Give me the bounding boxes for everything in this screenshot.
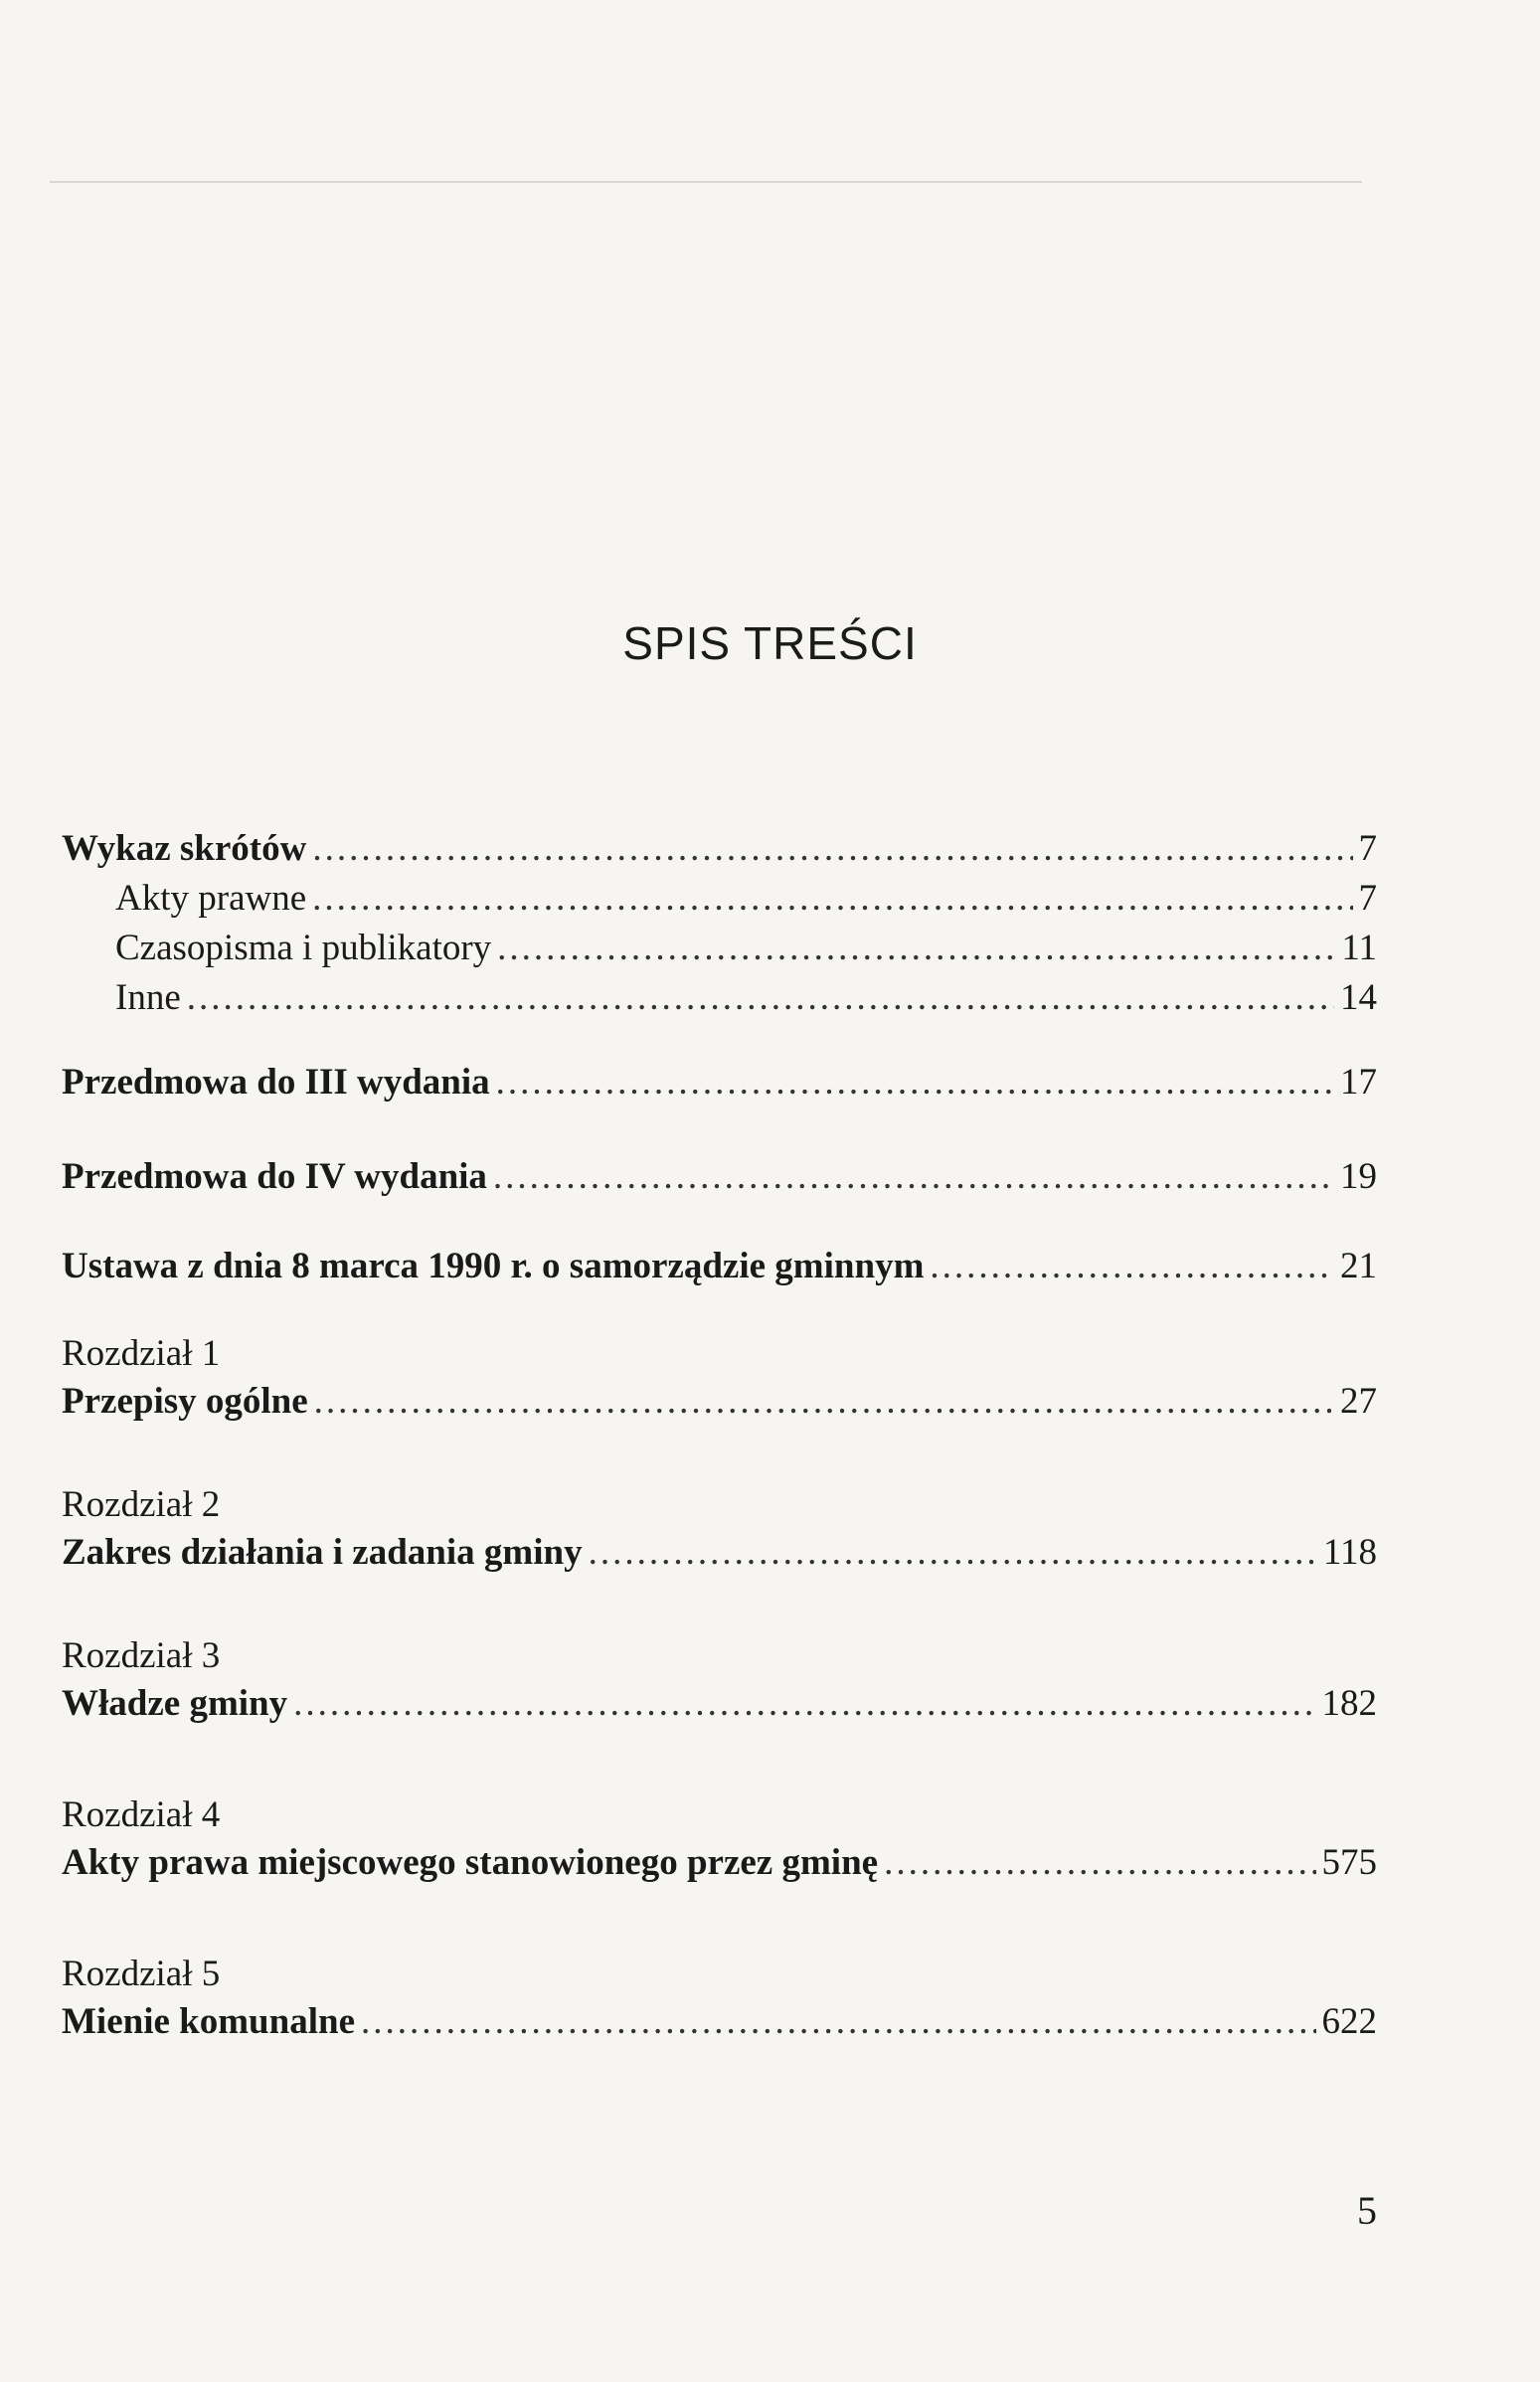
toc-leader-dots — [884, 1841, 1315, 1885]
toc-entry-page: 14 — [1340, 977, 1377, 1018]
toc-entry-przedmowa-iii — [62, 1061, 1377, 1105]
toc-leader-dots — [187, 976, 1334, 1020]
toc-entry-page: 7 — [1358, 878, 1377, 919]
toc-entry-label: Władze gminy — [62, 1683, 288, 1724]
toc-entry-page: 182 — [1321, 1683, 1377, 1724]
toc-entry-label: Zakres działania i zadania gminy — [62, 1532, 583, 1573]
toc-entry-label: Mienie komunalne — [62, 2001, 355, 2042]
toc-entry-label: Przedmowa do III wydania — [62, 1062, 490, 1103]
toc-entry-ustawa — [62, 1245, 1377, 1288]
toc-entry-page: 118 — [1322, 1532, 1377, 1573]
toc-leader-dots — [293, 1682, 1315, 1726]
toc-chapter-number: Rozdział 2 — [62, 1484, 221, 1525]
toc-entry-page: 17 — [1340, 1062, 1377, 1103]
toc-leader-dots — [497, 927, 1335, 970]
toc-entry-zakres-dzialania — [62, 1531, 1377, 1575]
toc-entry-page: 7 — [1358, 828, 1377, 869]
toc-entry-czasopisma — [115, 927, 1377, 970]
toc-entry-label: Akty prawne — [115, 878, 307, 919]
toc-leader-dots — [496, 1061, 1334, 1105]
page-title: SPIS TREŚCI — [622, 617, 918, 669]
toc-entry-inne — [115, 976, 1377, 1020]
toc-leader-dots — [361, 2000, 1316, 2044]
toc-entry-page: 27 — [1340, 1381, 1377, 1422]
toc-entry-label: Akty prawa miejscowego stanowionego przez gminę — [62, 1842, 879, 1883]
toc-entry-label: Przedmowa do IV wydania — [62, 1156, 487, 1197]
toc-leader-dots — [312, 877, 1352, 921]
toc-entry-page: 19 — [1340, 1156, 1377, 1197]
bleed-through-rule — [50, 181, 1362, 183]
toc-leader-dots — [314, 1380, 1334, 1424]
toc-entry-page: 575 — [1321, 1842, 1377, 1883]
toc-chapter-number: Rozdział 3 — [62, 1635, 221, 1676]
toc-leader-dots — [930, 1245, 1334, 1288]
toc-entry-label: Czasopisma i publikatory — [115, 928, 492, 968]
toc-chapter-number: Rozdział 1 — [62, 1333, 221, 1374]
toc-entry-page: 622 — [1321, 2001, 1377, 2042]
toc-entry-przedmowa-iv — [62, 1155, 1377, 1199]
page-number: 5 — [1357, 2188, 1377, 2233]
toc-entry-wladze-gminy — [62, 1682, 1377, 1726]
toc-chapter-number: Rozdział 5 — [62, 1954, 221, 1994]
toc-entry-przepisy-ogolne — [62, 1380, 1377, 1424]
toc-entry-page: 11 — [1341, 928, 1377, 968]
toc-entry-akty-prawa-miejscowego — [62, 1841, 1377, 1885]
toc-chapter-number: Rozdział 4 — [62, 1794, 221, 1835]
toc-leader-dots — [312, 827, 1352, 871]
toc-entry-page: 21 — [1340, 1246, 1377, 1286]
toc-entry-akty-prawne — [115, 877, 1377, 921]
toc-entry-label: Przepisy ogólne — [62, 1381, 308, 1422]
toc-leader-dots — [493, 1155, 1334, 1199]
toc-entry-mienie-komunalne — [62, 2000, 1377, 2044]
toc-entry-label: Ustawa z dnia 8 marca 1990 r. o samorządzie gminnym — [62, 1246, 925, 1286]
toc-entry-label: Wykaz skrótów — [62, 828, 307, 869]
toc-leader-dots — [589, 1531, 1317, 1575]
toc-entry-label: Inne — [115, 977, 181, 1018]
toc-entry-wykaz-skrotow — [62, 827, 1377, 871]
